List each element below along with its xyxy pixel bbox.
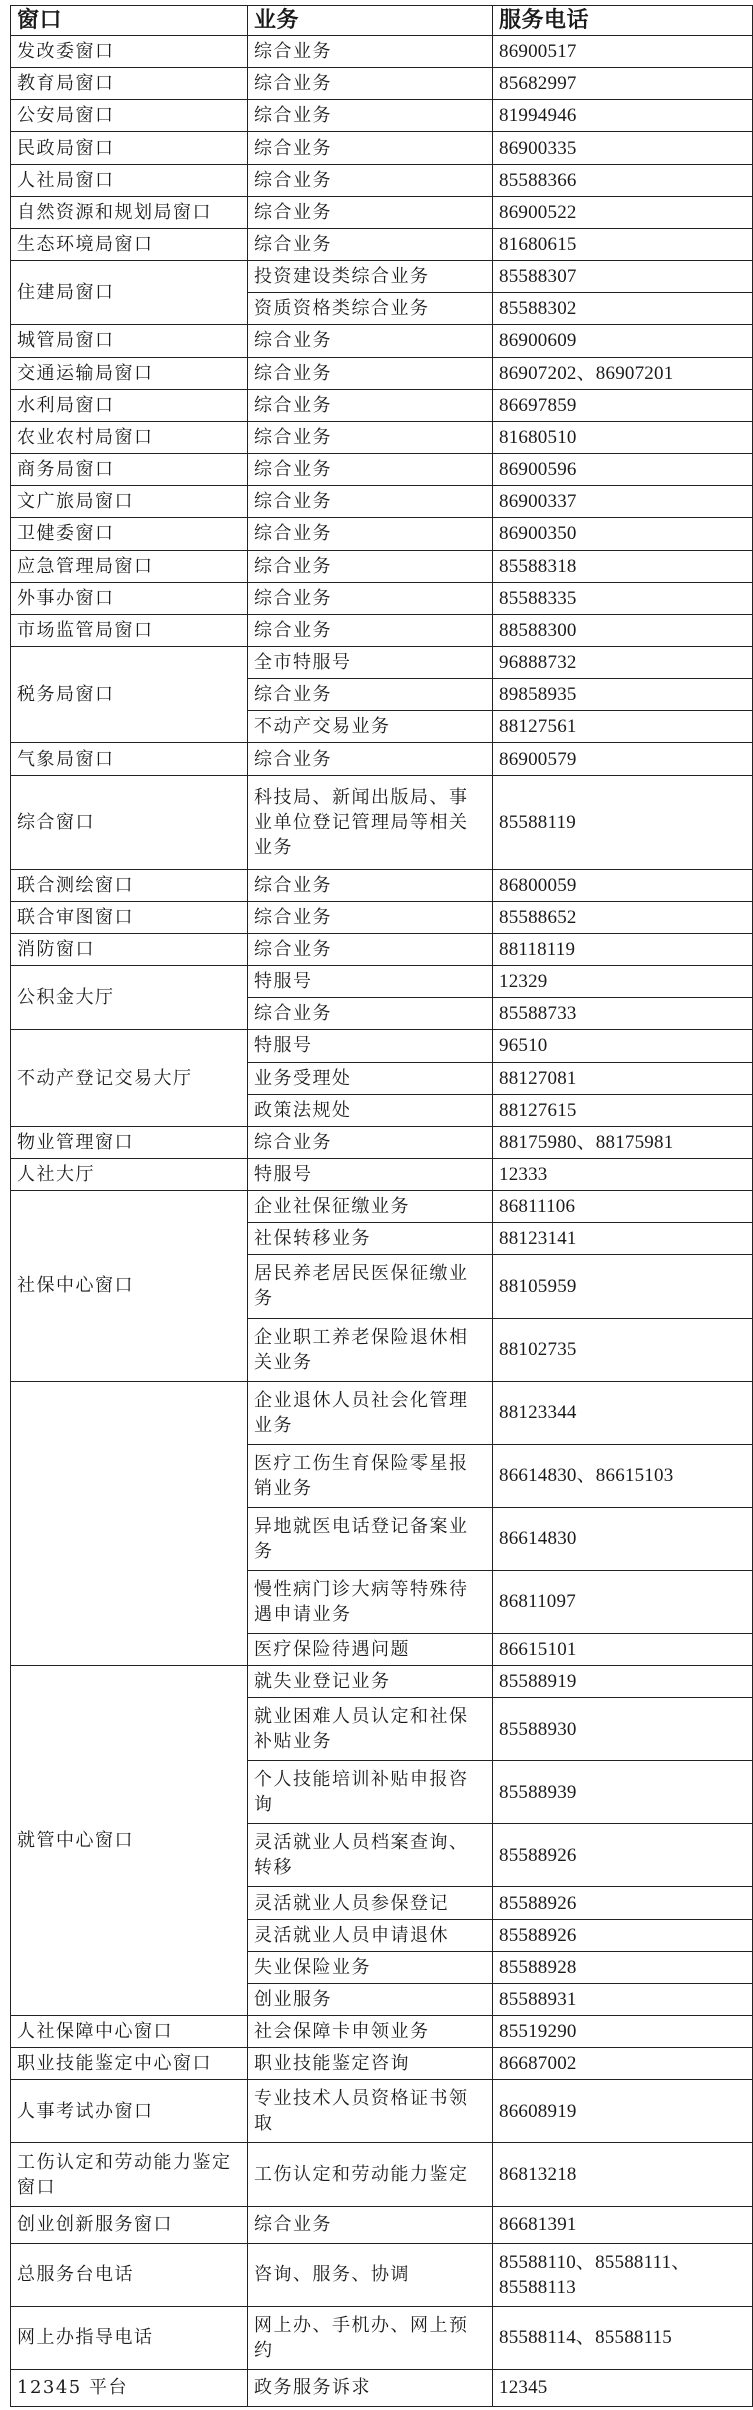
table-row <box>11 1666 753 1698</box>
phone-cell: 86811097 <box>493 1570 753 1633</box>
phone-cell: 85588366 <box>493 164 753 196</box>
business-cell: 特服号 <box>248 1030 493 1062</box>
business-cell: 社保转移业务 <box>248 1223 493 1255</box>
business-cell: 就业困难人员认定和社保补贴业务 <box>248 1698 493 1761</box>
phone-cell: 86813218 <box>493 2143 753 2206</box>
phone-cell: 86615101 <box>493 1633 753 1665</box>
table-row <box>11 2016 753 2048</box>
business-cell: 综合业务 <box>248 68 493 100</box>
window-cell: 税务局窗口 <box>11 646 248 742</box>
business-cell: 网上办、手机办、网上预约 <box>248 2306 493 2369</box>
phone-cell: 86800059 <box>493 869 753 901</box>
window-cell: 民政局窗口 <box>11 132 248 164</box>
business-cell: 特服号 <box>248 1158 493 1190</box>
window-cell: 消防窗口 <box>11 933 248 965</box>
business-cell: 企业社保征缴业务 <box>248 1191 493 1223</box>
phone-cell: 88105959 <box>493 1255 753 1318</box>
window-cell <box>11 1381 248 1665</box>
business-cell: 综合业务 <box>248 518 493 550</box>
window-cell: 商务局窗口 <box>11 454 248 486</box>
table-row <box>11 869 753 901</box>
business-cell: 综合业务 <box>248 36 493 68</box>
phone-cell: 86811106 <box>493 1191 753 1223</box>
phone-cell: 12345 <box>493 2369 753 2406</box>
phone-cell: 85588119 <box>493 775 753 869</box>
phone-cell: 85588110、85588111、85588113 <box>493 2243 753 2306</box>
window-cell: 市场监管局窗口 <box>11 614 248 646</box>
window-cell: 气象局窗口 <box>11 743 248 775</box>
table-row <box>11 2369 753 2406</box>
business-cell: 投资建设类综合业务 <box>248 261 493 293</box>
business-cell: 个人技能培训补贴申报咨询 <box>248 1761 493 1824</box>
window-cell: 社保中心窗口 <box>11 1191 248 1381</box>
table-row <box>11 357 753 389</box>
table-row <box>11 2206 753 2243</box>
phone-cell: 89858935 <box>493 679 753 711</box>
table-row <box>11 614 753 646</box>
table-row <box>11 164 753 196</box>
phone-cell: 85588926 <box>493 1887 753 1919</box>
window-cell: 人事考试办窗口 <box>11 2080 248 2143</box>
table-row <box>11 646 753 678</box>
phone-cell: 88127615 <box>493 1094 753 1126</box>
table-row <box>11 100 753 132</box>
window-cell: 生态环境局窗口 <box>11 228 248 260</box>
business-cell: 灵活就业人员申请退休 <box>248 1919 493 1951</box>
window-cell: 水利局窗口 <box>11 389 248 421</box>
business-cell: 综合业务 <box>248 998 493 1030</box>
phone-cell: 86681391 <box>493 2206 753 2243</box>
window-cell: 职业技能鉴定中心窗口 <box>11 2048 248 2080</box>
phone-cell: 86900350 <box>493 518 753 550</box>
table-row <box>11 2243 753 2306</box>
business-cell: 政策法规处 <box>248 1094 493 1126</box>
business-cell: 全市特服号 <box>248 646 493 678</box>
phone-cell: 86614830、86615103 <box>493 1444 753 1507</box>
window-cell: 不动产登记交易大厅 <box>11 1030 248 1126</box>
window-cell: 外事办窗口 <box>11 582 248 614</box>
business-cell: 综合业务 <box>248 933 493 965</box>
table-row <box>11 228 753 260</box>
table-row <box>11 1191 753 1223</box>
table-row <box>11 582 753 614</box>
business-cell: 政务服务诉求 <box>248 2369 493 2406</box>
business-cell: 综合业务 <box>248 196 493 228</box>
phone-cell: 86900579 <box>493 743 753 775</box>
phone-cell: 88588300 <box>493 614 753 646</box>
table-row <box>11 966 753 998</box>
phone-cell: 85588307 <box>493 261 753 293</box>
table-row <box>11 743 753 775</box>
phone-cell: 81680615 <box>493 228 753 260</box>
window-cell: 城管局窗口 <box>11 325 248 357</box>
contact-table <box>10 5 753 2407</box>
business-cell: 综合业务 <box>248 454 493 486</box>
phone-cell: 88127081 <box>493 1062 753 1094</box>
window-cell: 公安局窗口 <box>11 100 248 132</box>
phone-cell: 88123344 <box>493 1381 753 1444</box>
window-cell: 人社大厅 <box>11 1158 248 1190</box>
phone-cell: 86900337 <box>493 486 753 518</box>
business-cell: 综合业务 <box>248 325 493 357</box>
header-window: 窗口 <box>11 6 248 36</box>
window-cell: 自然资源和规划局窗口 <box>11 196 248 228</box>
table-row <box>11 2306 753 2369</box>
phone-cell: 85588733 <box>493 998 753 1030</box>
business-cell: 综合业务 <box>248 901 493 933</box>
window-cell: 网上办指导电话 <box>11 2306 248 2369</box>
header-phone: 服务电话 <box>493 6 753 36</box>
business-cell: 企业退休人员社会化管理业务 <box>248 1381 493 1444</box>
business-cell: 综合业务 <box>248 743 493 775</box>
phone-cell: 88118119 <box>493 933 753 965</box>
table-row <box>11 1030 753 1062</box>
phone-cell: 12329 <box>493 966 753 998</box>
phone-cell: 96510 <box>493 1030 753 1062</box>
window-cell: 卫健委窗口 <box>11 518 248 550</box>
business-cell: 综合业务 <box>248 164 493 196</box>
business-cell: 综合业务 <box>248 614 493 646</box>
table-row <box>11 2143 753 2206</box>
table-row <box>11 36 753 68</box>
window-cell: 人社局窗口 <box>11 164 248 196</box>
table-row <box>11 421 753 453</box>
phone-cell: 86900596 <box>493 454 753 486</box>
table-row <box>11 2048 753 2080</box>
window-cell: 公积金大厅 <box>11 966 248 1030</box>
business-cell: 专业技术人员资格证书领取 <box>248 2080 493 2143</box>
window-cell: 联合审图窗口 <box>11 901 248 933</box>
phone-cell: 85588939 <box>493 1761 753 1824</box>
phone-cell: 81994946 <box>493 100 753 132</box>
business-cell: 就失业登记业务 <box>248 1666 493 1698</box>
window-cell: 就管中心窗口 <box>11 1666 248 2016</box>
window-cell: 交通运输局窗口 <box>11 357 248 389</box>
phone-cell: 86900335 <box>493 132 753 164</box>
phone-cell: 85588930 <box>493 1698 753 1761</box>
phone-cell: 85588318 <box>493 550 753 582</box>
business-cell: 综合业务 <box>248 100 493 132</box>
business-cell: 综合业务 <box>248 389 493 421</box>
table-row <box>11 196 753 228</box>
business-cell: 业务受理处 <box>248 1062 493 1094</box>
phone-cell: 12333 <box>493 1158 753 1190</box>
phone-cell: 88102735 <box>493 1318 753 1381</box>
table-row <box>11 775 753 869</box>
phone-cell: 85519290 <box>493 2016 753 2048</box>
phone-cell: 85588928 <box>493 1951 753 1983</box>
phone-cell: 85682997 <box>493 68 753 100</box>
window-cell: 总服务台电话 <box>11 2243 248 2306</box>
business-cell: 医疗保险待遇问题 <box>248 1633 493 1665</box>
business-cell: 综合业务 <box>248 228 493 260</box>
table-row <box>11 454 753 486</box>
phone-cell: 86907202、86907201 <box>493 357 753 389</box>
phone-cell: 86697859 <box>493 389 753 421</box>
table-row <box>11 1158 753 1190</box>
header-row <box>11 6 753 36</box>
phone-cell: 88127561 <box>493 711 753 743</box>
phone-cell: 85588926 <box>493 1824 753 1887</box>
phone-cell: 88123141 <box>493 1223 753 1255</box>
table-row <box>11 389 753 421</box>
phone-cell: 86900517 <box>493 36 753 68</box>
table-row <box>11 1381 753 1444</box>
table-row <box>11 132 753 164</box>
business-cell: 不动产交易业务 <box>248 711 493 743</box>
window-cell: 综合窗口 <box>11 775 248 869</box>
business-cell: 综合业务 <box>248 1126 493 1158</box>
business-cell: 工伤认定和劳动能力鉴定 <box>248 2143 493 2206</box>
table-row <box>11 1126 753 1158</box>
business-cell: 综合业务 <box>248 550 493 582</box>
phone-cell: 85588931 <box>493 1983 753 2015</box>
business-cell: 咨询、服务、协调 <box>248 2243 493 2306</box>
phone-cell: 85588652 <box>493 901 753 933</box>
phone-cell: 85588919 <box>493 1666 753 1698</box>
phone-cell: 86608919 <box>493 2080 753 2143</box>
business-cell: 综合业务 <box>248 421 493 453</box>
header-business: 业务 <box>248 6 493 36</box>
table-row <box>11 933 753 965</box>
business-cell: 综合业务 <box>248 486 493 518</box>
phone-cell: 85588302 <box>493 293 753 325</box>
window-cell: 应急管理局窗口 <box>11 550 248 582</box>
business-cell: 职业技能鉴定咨询 <box>248 2048 493 2080</box>
window-cell: 联合测绘窗口 <box>11 869 248 901</box>
table-row <box>11 68 753 100</box>
business-cell: 灵活就业人员参保登记 <box>248 1887 493 1919</box>
phone-cell: 85588926 <box>493 1919 753 1951</box>
phone-cell: 81680510 <box>493 421 753 453</box>
business-cell: 综合业务 <box>248 357 493 389</box>
phone-cell: 88175980、88175981 <box>493 1126 753 1158</box>
business-cell: 创业服务 <box>248 1983 493 2015</box>
phone-cell: 86614830 <box>493 1507 753 1570</box>
business-cell: 特服号 <box>248 966 493 998</box>
business-cell: 综合业务 <box>248 679 493 711</box>
table-row <box>11 486 753 518</box>
business-cell: 综合业务 <box>248 132 493 164</box>
table-row <box>11 261 753 293</box>
phone-cell: 85588114、85588115 <box>493 2306 753 2369</box>
table-row <box>11 325 753 357</box>
table-body <box>11 36 753 2407</box>
window-cell: 发改委窗口 <box>11 36 248 68</box>
table-row <box>11 518 753 550</box>
business-cell: 资质资格类综合业务 <box>248 293 493 325</box>
table-row <box>11 2080 753 2143</box>
business-cell: 综合业务 <box>248 582 493 614</box>
window-cell: 人社保障中心窗口 <box>11 2016 248 2048</box>
phone-cell: 86687002 <box>493 2048 753 2080</box>
phone-cell: 85588335 <box>493 582 753 614</box>
window-cell: 农业农村局窗口 <box>11 421 248 453</box>
business-cell: 综合业务 <box>248 869 493 901</box>
business-cell: 异地就医电话登记备案业务 <box>248 1507 493 1570</box>
phone-cell: 86900609 <box>493 325 753 357</box>
window-cell: 物业管理窗口 <box>11 1126 248 1158</box>
business-cell: 医疗工伤生育保险零星报销业务 <box>248 1444 493 1507</box>
business-cell: 灵活就业人员档案查询、转移 <box>248 1824 493 1887</box>
table-row <box>11 901 753 933</box>
phone-cell: 86900522 <box>493 196 753 228</box>
business-cell: 失业保险业务 <box>248 1951 493 1983</box>
window-cell: 工伤认定和劳动能力鉴定窗口 <box>11 2143 248 2206</box>
business-cell: 综合业务 <box>248 2206 493 2243</box>
window-cell: 教育局窗口 <box>11 68 248 100</box>
business-cell: 科技局、新闻出版局、事业单位登记管理局等相关业务 <box>248 775 493 869</box>
business-cell: 居民养老居民医保征缴业务 <box>248 1255 493 1318</box>
business-cell: 慢性病门诊大病等特殊待遇申请业务 <box>248 1570 493 1633</box>
window-cell: 住建局窗口 <box>11 261 248 325</box>
phone-cell: 96888732 <box>493 646 753 678</box>
table-row <box>11 550 753 582</box>
business-cell: 社会保障卡申领业务 <box>248 2016 493 2048</box>
business-cell: 企业职工养老保险退休相关业务 <box>248 1318 493 1381</box>
window-cell: 12345 平台 <box>11 2369 248 2406</box>
window-cell: 创业创新服务窗口 <box>11 2206 248 2243</box>
window-cell: 文广旅局窗口 <box>11 486 248 518</box>
